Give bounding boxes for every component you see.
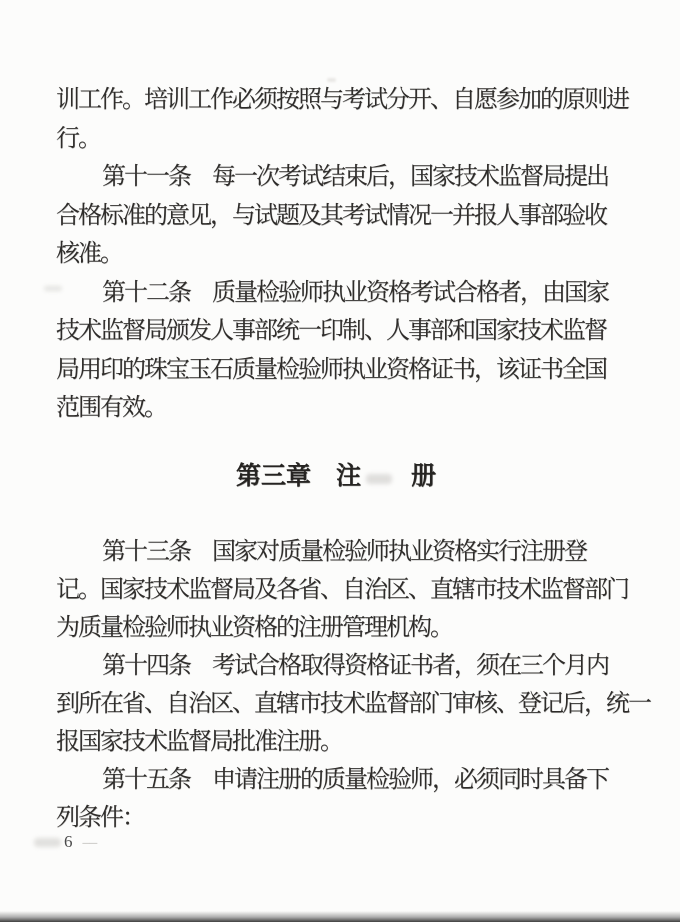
text-line: 技术监督局颁发人事部统一印制、人事部和国家技术监督 bbox=[56, 318, 606, 344]
scan-smudge bbox=[366, 474, 392, 484]
scan-smudge bbox=[44, 286, 62, 291]
paragraph-block-bottom bbox=[56, 533, 650, 837]
text-line: 训工作。培训工作必须按照与考试分开、自愿参加的原则进 bbox=[56, 87, 628, 113]
text-line: 报国家技术监督局批准注册。 bbox=[56, 729, 342, 755]
text-line: 到所在省、自治区、直辖市技术监督部门审核、登记后，统一 bbox=[56, 691, 650, 717]
chapter-heading: 第三章 注 册 bbox=[235, 463, 436, 490]
text-line: 合格标准的意见，与试题及其考试情况一并报人事部验收 bbox=[56, 202, 606, 229]
text-line: 列条件： bbox=[56, 805, 144, 831]
text-line: 局用印的珠宝玉石质量检验师执业资格证书，该证书全国 bbox=[56, 356, 606, 383]
text-line-article-15: 第十五条 申请注册的质量检验师，必须同时具备下 bbox=[102, 767, 608, 793]
scan-smudge bbox=[327, 78, 336, 82]
page-footer bbox=[64, 833, 95, 852]
text-line-article-14: 第十四条 考试合格取得资格证书者，须在三个月内 bbox=[102, 653, 608, 679]
paragraph-block-top bbox=[56, 81, 636, 428]
text-line: 行。 bbox=[56, 125, 100, 152]
footer-dash-marks: – – bbox=[82, 835, 96, 851]
scan-smudge bbox=[34, 838, 61, 847]
text-line-article-11: 第十一条 每一次考试结束后，国家技术监督局提出 bbox=[102, 164, 608, 190]
scan-edge-shadow bbox=[0, 911, 680, 922]
page-number: 6 bbox=[64, 832, 73, 851]
text-line-article-12: 第十二条 质量检验师执业资格考试合格者，由国家 bbox=[102, 279, 608, 306]
text-line-article-13: 第十三条 国家对质量检验师执业资格实行注册登 bbox=[102, 539, 586, 565]
text-line: 范围有效。 bbox=[56, 395, 166, 421]
text-line: 为质量检验师执业资格的注册管理机构。 bbox=[56, 615, 452, 641]
text-line: 记。国家技术监督局及各省、自治区、直辖市技术监督部门 bbox=[56, 577, 628, 603]
text-line: 核准。 bbox=[56, 241, 122, 267]
